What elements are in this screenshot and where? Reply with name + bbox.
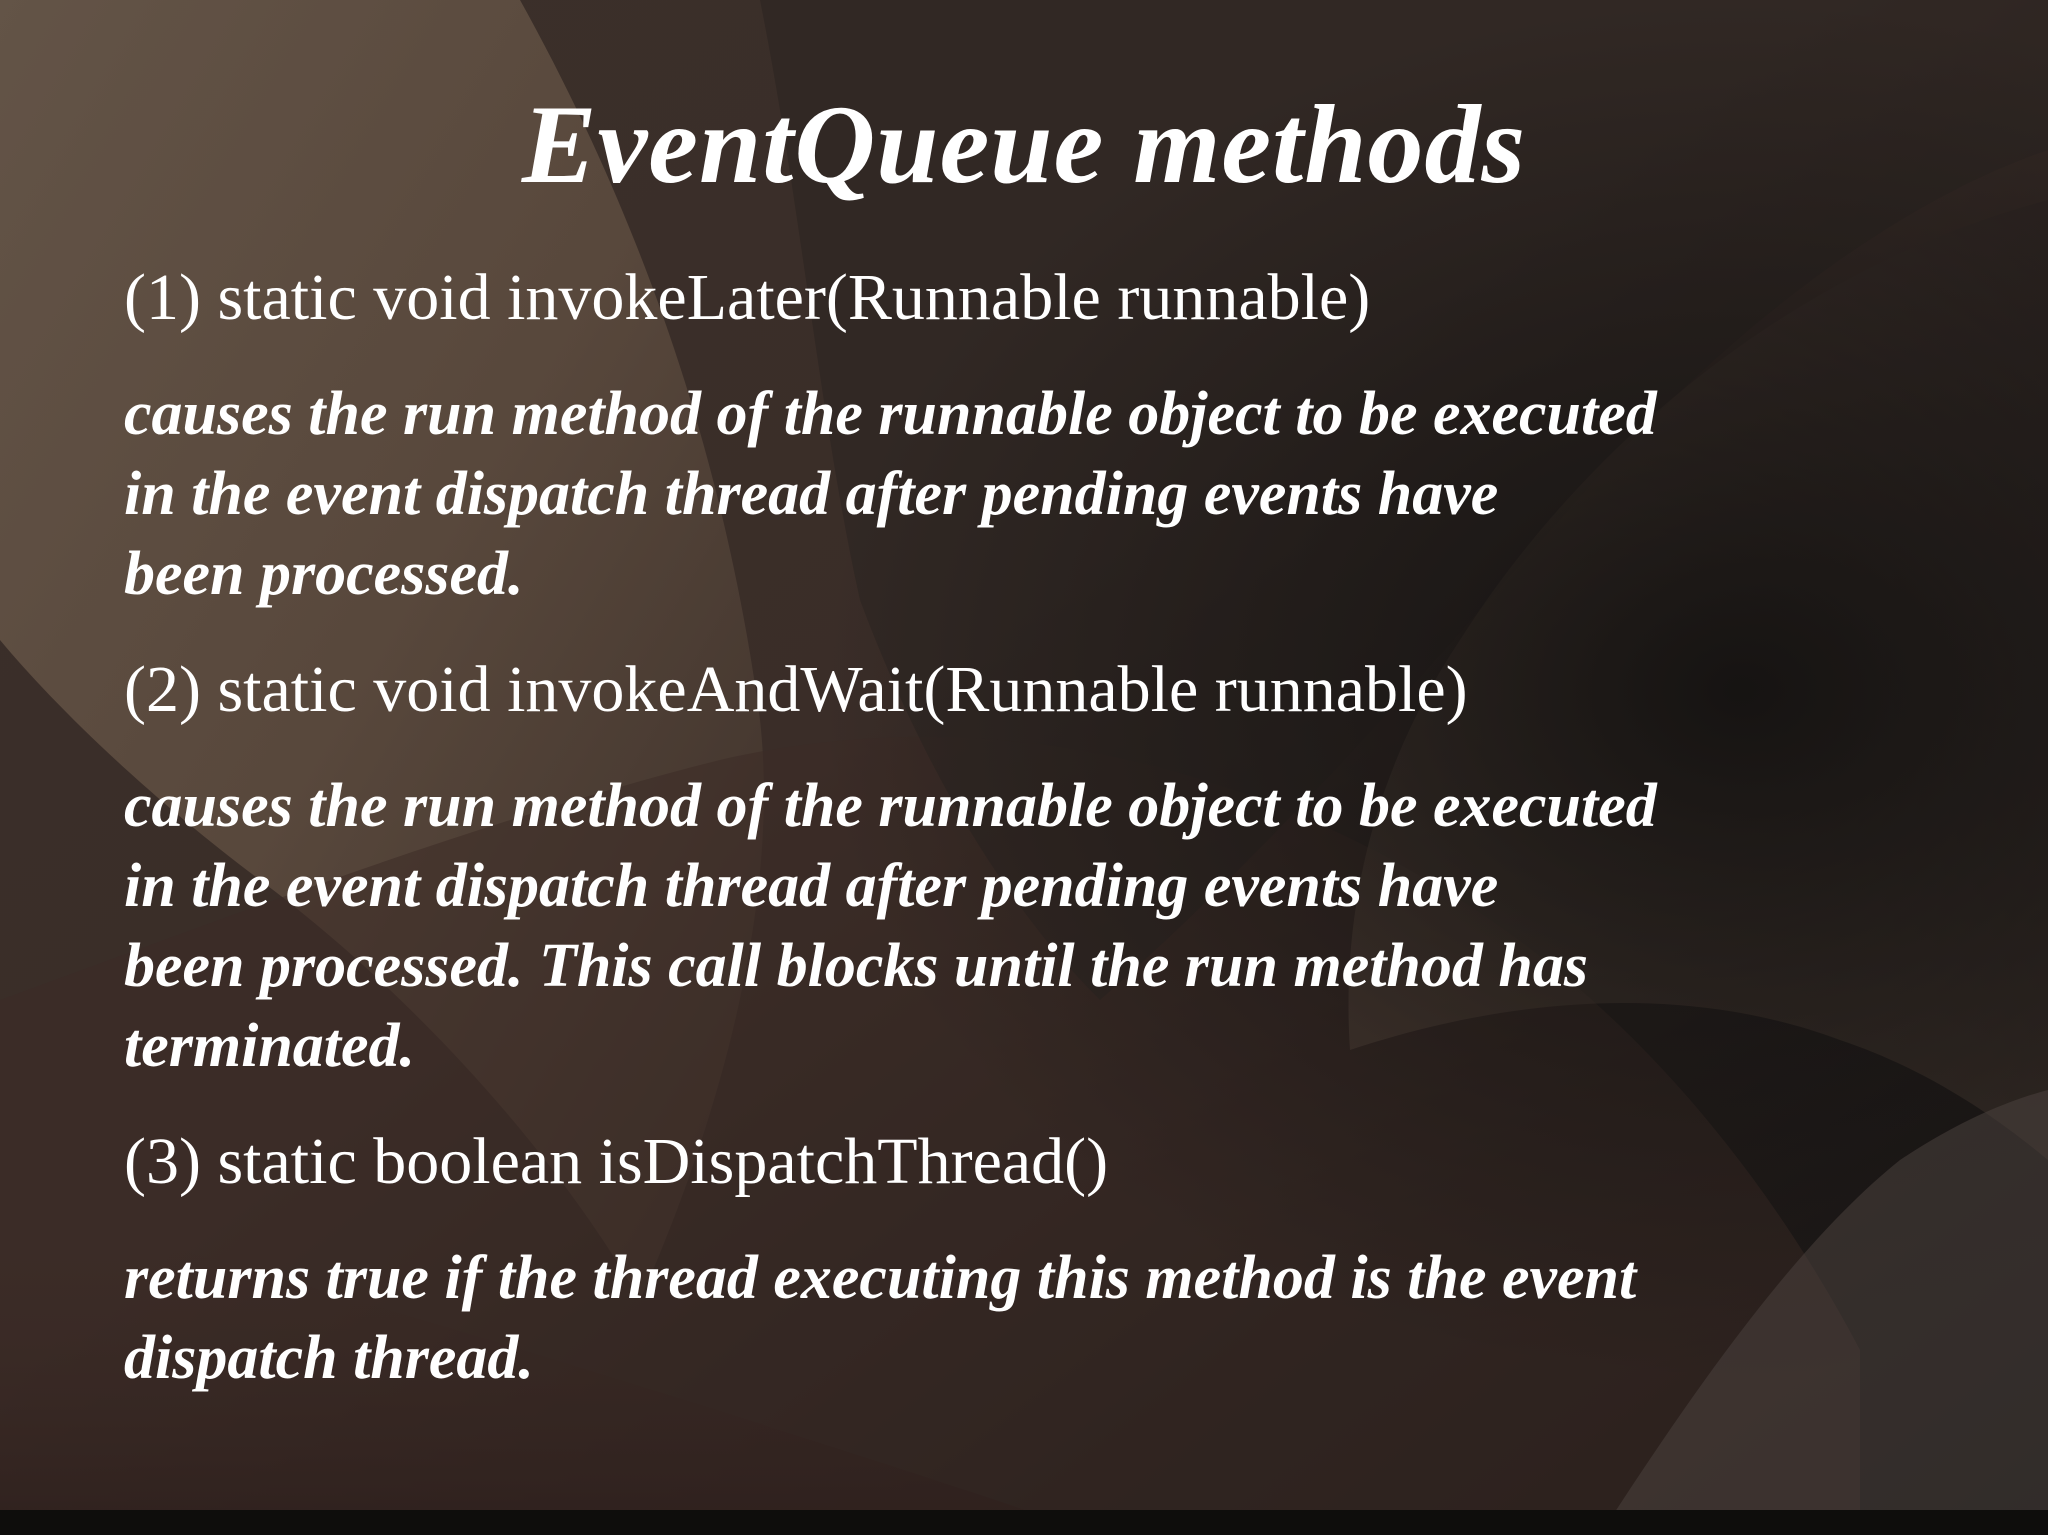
description-line: dispatch thread. xyxy=(124,1324,534,1392)
description-line: returns true if the thread executing this method is the event xyxy=(124,1244,1637,1312)
description-line: terminated. xyxy=(124,1012,416,1080)
method-description-invoke-and-wait xyxy=(124,766,2048,1086)
method-signature-invoke-later: (1) static void invokeLater(Runnable runnable) xyxy=(124,261,1371,334)
description-line: causes the run method of the runnable object to be executed xyxy=(124,380,1657,448)
slide-title: EventQueue methods xyxy=(521,83,1527,207)
method-description-is-dispatch-thread xyxy=(124,1238,2048,1398)
description-line: in the event dispatch thread after pending events have xyxy=(124,852,1499,920)
bottom-edge xyxy=(0,1510,2048,1535)
method-signature-invoke-and-wait: (2) static void invokeAndWait(Runnable runnable) xyxy=(124,653,1468,726)
description-line: in the event dispatch thread after pending events have xyxy=(124,460,1499,528)
method-description-invoke-later xyxy=(124,374,2048,614)
method-signature-is-dispatch-thread: (3) static boolean isDispatchThread() xyxy=(124,1125,1109,1198)
methods-list xyxy=(124,258,2004,1398)
description-line: causes the run method of the runnable object to be executed xyxy=(124,772,1657,840)
description-line: been processed. xyxy=(124,540,524,608)
description-line: been processed. This call blocks until the run method has xyxy=(124,932,1589,1000)
